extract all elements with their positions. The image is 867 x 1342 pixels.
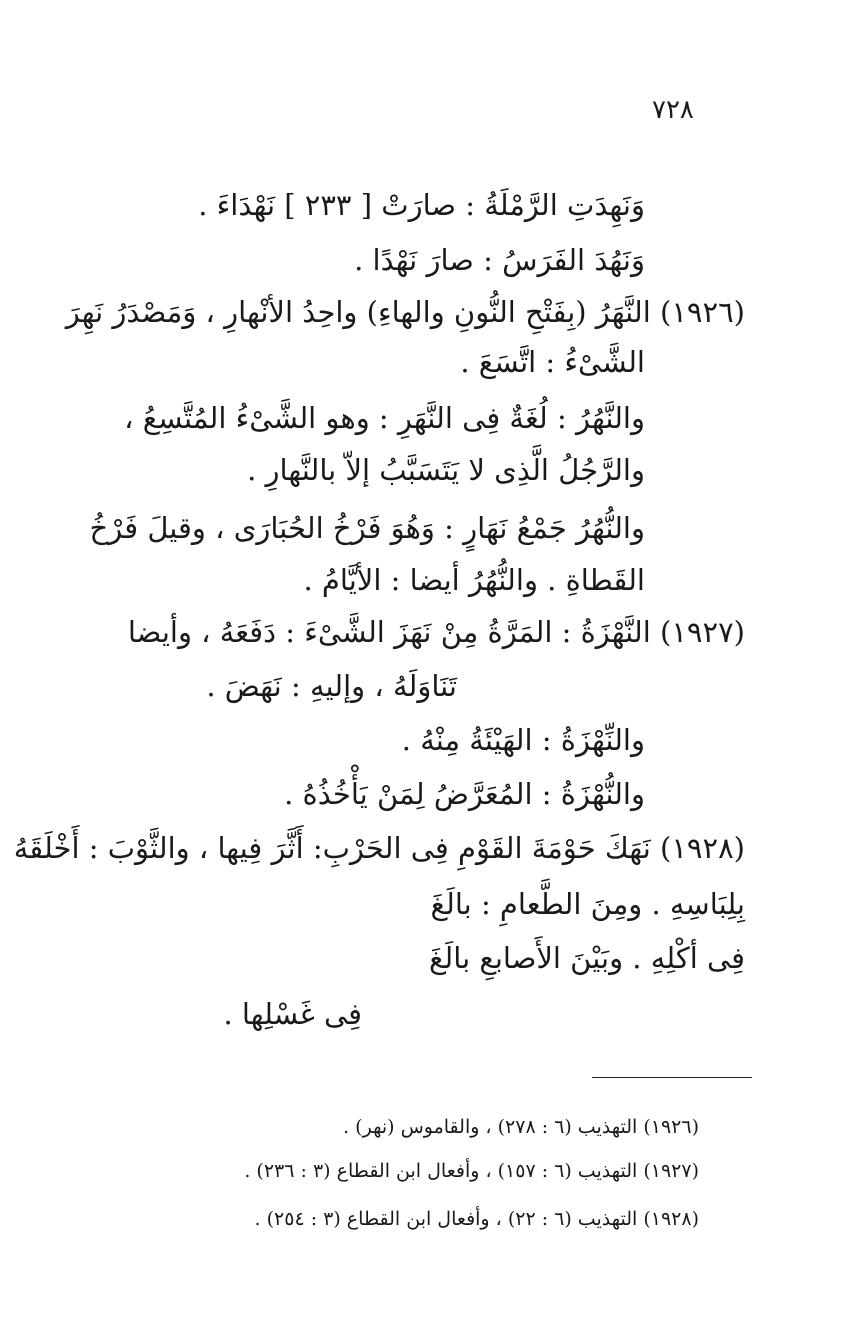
- text-line: فِى غَسْلِها .: [223, 997, 362, 1031]
- footnote: (١٩٢٦) التهذيب (٦ : ٢٧٨) ، والقاموس (نهر) .: [343, 1116, 699, 1138]
- text-line: والنُّهْزَةُ : المُعَرَّضُ لِمَنْ يَأْخُذُهُ .: [284, 777, 645, 811]
- footnote: (١٩٢٨) التهذيب (٦ : ٢٢) ، وأفعال ابن القطاع (٣ : ٢٥٤) .: [254, 1208, 699, 1230]
- text-line: والنَّهُرُ : لُغَةٌ فِى النَّهَرِ : وهو الشَّىْءُ المُتَّسِعُ ،: [124, 401, 645, 435]
- text-line: (١٩٢٦) النَّهَرُ (بِفَتْحِ النُّونِ والهاءِ) واحِدُ الأنْهارِ ، وَمَصْدَرُ نَهِرَ: [65, 295, 745, 329]
- text-line: والنُّهُرُ جَمْعُ نَهَارٍ : وَهُوَ فَرْخُ الحُبَارَى ، وقيلَ فَرْخُ: [89, 511, 645, 545]
- text-line: تَنَاوَلَهُ ، وإليهِ : نَهَضَ .: [206, 669, 457, 703]
- text-line: فِى أكْلِهِ . وبَيْنَ الأَصابعِ بالَغَ: [429, 941, 745, 975]
- text-line: الشَّىْءُ : اتَّسَعَ .: [460, 345, 645, 379]
- text-line: القَطاةِ . والنُّهُرُ أيضا : الأيَّامُ .: [303, 563, 645, 597]
- text-line: (١٩٢٧) النَّهْزَةُ : المَرَّةُ مِنْ نَهَزَ الشَّىْءَ : دَفَعَهُ ، وأيضا: [127, 615, 745, 649]
- footnote-separator: [592, 1077, 752, 1078]
- footnote: (١٩٢٧) التهذيب (٦ : ١٥٧) ، وأفعال ابن القطاع (٣ : ٢٣٦) .: [244, 1160, 699, 1182]
- page-number: ٧٢٨: [652, 95, 694, 125]
- text-line: وَنَهِدَتِ الرَّمْلَةُ : صارَتْ [ ٢٣٣ ] نَهْدَاءَ .: [198, 188, 645, 222]
- text-line: وَنَهُدَ الفَرَسُ : صارَ نَهْدًا .: [354, 243, 645, 277]
- text-line: والرَّجُلُ الَّذِى لا يَتَسَبَّبُ إلاّ بالنَّهارِ .: [247, 453, 645, 487]
- text-line: بِلِبَاسِهِ . ومِنَ الطَّعامِ : بالَغَ: [430, 887, 745, 921]
- text-line: والنِّهْزَةُ : الهَيْئَةُ مِنْهُ .: [401, 723, 645, 757]
- text-line: (١٩٢٨) نَهَكَ حَوْمَةَ القَوْمِ فِى الحَرْبِ: أَثَّرَ فِيها ، والثَّوْبَ : أَخْلَقَهُ: [13, 831, 745, 865]
